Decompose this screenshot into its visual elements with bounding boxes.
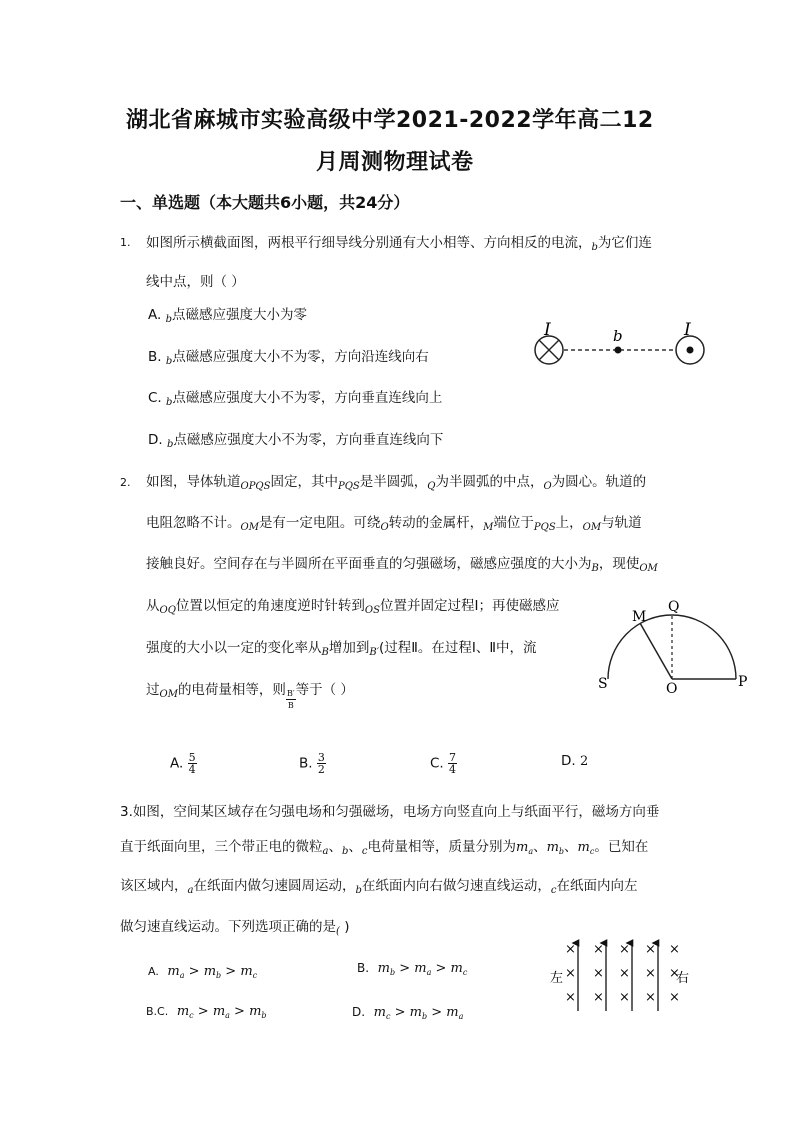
question-1-line-2: 线中点，则（ ）: [146, 274, 245, 290]
option-b[interactable]: B. $\frac{3}{2}$: [299, 751, 325, 776]
label-s: S: [598, 676, 608, 692]
field-region-figure: [548, 937, 698, 1017]
label-right: 右: [676, 971, 690, 986]
two-wires-figure: [528, 315, 718, 377]
question-3-line-3: 该区域内，$_a$在纸面内做匀速圆周运动，$_b$在纸面内向右做匀速直线运动，$_c$在纸面内向左: [120, 878, 638, 896]
field-cross-mark: ×: [669, 990, 680, 1005]
question-2-line-6: 过$_{OM}$的电荷量相等，则 $\frac{B'}{B}$ 等于（ ）: [146, 682, 354, 710]
question-3-line-1: 3.如图，空间某区域存在匀强电场和匀强磁场，电场方向竖直向上与纸面平行，磁场方向垂: [120, 804, 660, 820]
option-c[interactable]: C. $\frac{7}{4}$: [430, 751, 457, 776]
field-cross-mark: ×: [669, 966, 680, 981]
field-cross-mark: ×: [645, 966, 656, 981]
option-c[interactable]: C. $_b$点磁感应强度大小不为零，方向垂直连线向上: [148, 390, 443, 408]
magnetic-field-crosses: [565, 942, 680, 1005]
question-2-line-5: 强度的大小以一定的变化率从$_B$增加到$_{B'}$(过程Ⅱ。在过程Ⅰ、Ⅱ中，流: [146, 640, 537, 658]
label-q: Q: [668, 599, 680, 615]
label-o: O: [666, 681, 678, 697]
option-d[interactable]: D. $_b$点磁感应强度大小不为零，方向垂直连线向下: [148, 432, 444, 450]
midpoint-dot: [615, 347, 622, 354]
field-cross-mark: ×: [619, 966, 630, 981]
option-c[interactable]: B.C. $m_c > m_a > m_b$: [146, 1004, 267, 1020]
field-cross-mark: ×: [645, 942, 656, 957]
wire-current-label-left: I: [544, 320, 551, 340]
question-number: 2.: [120, 476, 131, 489]
semicircle-figure: [592, 593, 762, 703]
field-cross-mark: ×: [645, 990, 656, 1005]
rod-om: [640, 623, 672, 679]
label-m: M: [632, 609, 647, 625]
question-2-line-4: 从$_{OQ}$位置以恒定的角速度逆时针转到$_{OS}$位置并固定过程Ⅰ；再使磁感应: [146, 598, 560, 616]
label-p: P: [738, 674, 748, 690]
question-2-line-1: 如图，导体轨道$_{OPQS}$固定，其中$_{PQS}$是半圆弧，$_Q$为半圆弧的中点，$_O$为圆心。轨道的: [146, 474, 647, 492]
field-cross-mark: ×: [565, 966, 576, 981]
page-title-line1: 湖北省麻城市实验高级中学2021-2022学年高二12: [126, 108, 654, 133]
question-3-line-2: 直于纸面向里，三个带正电的微粒$_a$、$_b$、$_c$电荷量相等，质量分别为$m_a$、$m_b$、$m_c$。已知在: [120, 839, 649, 857]
field-cross-mark: ×: [619, 942, 630, 957]
option-b[interactable]: B. $_b$点磁感应强度大小不为零，方向沿连线向右: [148, 349, 429, 367]
page-title-line2: 月周测物理试卷: [316, 150, 474, 175]
question-3-line-4: 做匀速直线运动。下列选项正确的是$_($ ): [120, 919, 350, 937]
question-2-line-3: 接触良好。空间存在与半圆所在平面垂直的匀强磁场，磁感应强度的大小为$_B$，现使$_{OM}$: [146, 556, 658, 574]
option-d[interactable]: D. $m_c > m_b > m_a$: [352, 1005, 464, 1021]
field-cross-mark: ×: [565, 942, 576, 957]
field-cross-mark: ×: [565, 990, 576, 1005]
midpoint-label: b: [613, 327, 623, 345]
option-a[interactable]: A. $_b$点磁感应强度大小为零: [148, 307, 307, 325]
section-heading: 一、单选题（本大题共6小题，共24分）: [120, 193, 410, 212]
option-b[interactable]: B. $m_b > m_a > m_c$: [357, 961, 468, 977]
field-cross-mark: ×: [593, 942, 604, 957]
question-1-line-1: 如图所示横截面图，两根平行细导线分别通有大小相等、方向相反的电流，$_b$为它们连: [146, 235, 652, 253]
question-2-line-2: 电阻忽略不计。$_{OM}$是有一定电阻。可绕$_O$转动的金属杆，$_M$端位于$_{PQS}$上，$_{OM}$与轨道: [146, 515, 642, 533]
field-cross-mark: ×: [593, 966, 604, 981]
option-d[interactable]: D. 2: [561, 753, 589, 769]
label-left: 左: [550, 971, 564, 986]
option-a[interactable]: A. $\frac{5}{4}$: [170, 751, 196, 776]
option-a[interactable]: A. $m_a > m_b > m_c$: [148, 964, 258, 980]
ratio-fraction: $\frac{B'}{B}$: [286, 689, 295, 710]
field-cross-mark: ×: [619, 990, 630, 1005]
question-number: 1.: [120, 236, 131, 249]
field-cross-mark: ×: [669, 942, 680, 957]
field-cross-mark: ×: [593, 990, 604, 1005]
wire-current-label-right: I: [684, 320, 691, 340]
